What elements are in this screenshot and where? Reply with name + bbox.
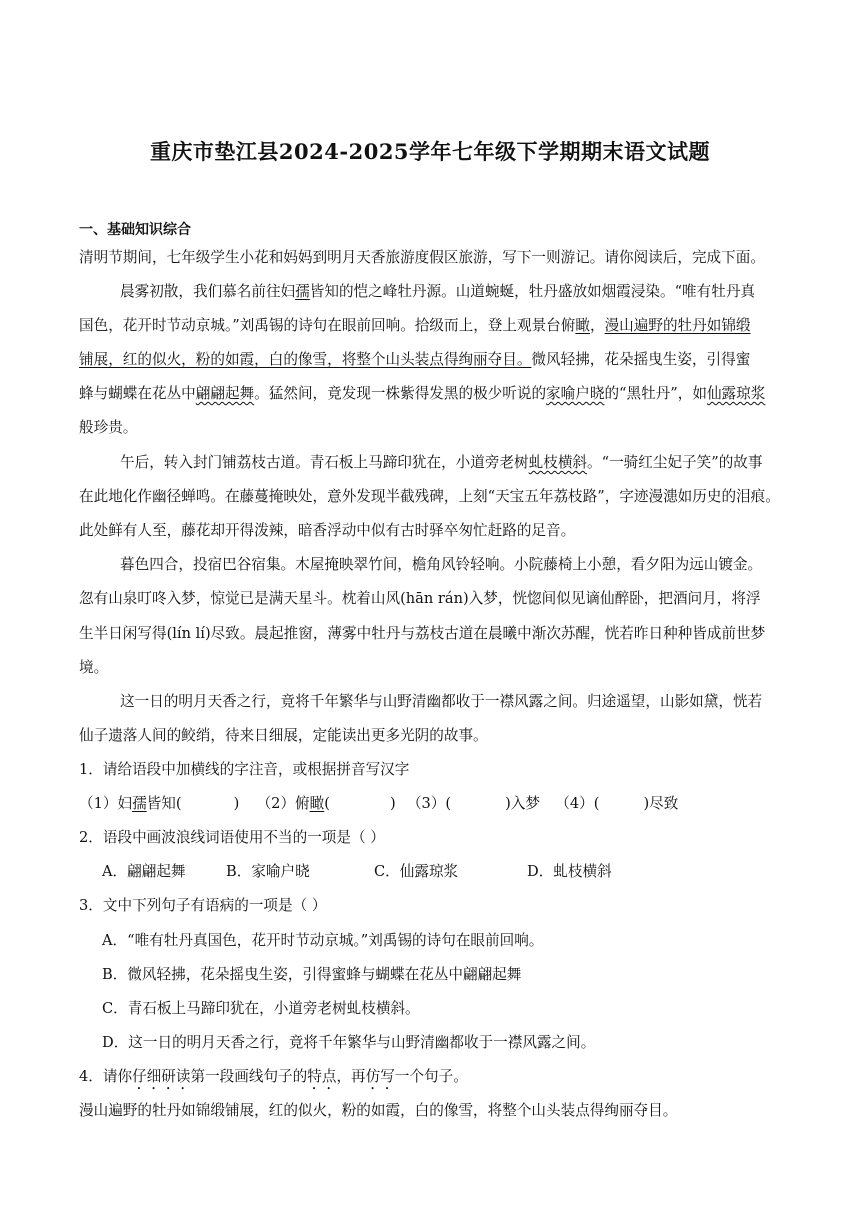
text-span: 晨雾初散，我们慕名前往妇 [120,283,296,300]
underlined-char: 孺 [295,283,310,300]
text-span: ， [589,317,605,334]
text-span: ( [324,795,330,812]
text-span: 蜂与蝴蝶在花丛中 [79,385,196,402]
wavy-phrase: 家喻户晓 [546,385,605,402]
text-span: （3）( [406,795,452,812]
text-span: 4．请你 [79,1068,133,1085]
underlined-char: 瞰 [575,317,590,334]
question-2-stem: 2．语段中画波浪线词语使用不当的一项是（ ） [79,829,385,846]
emphasized-text: 仿写 [365,1068,395,1085]
passage-p2-line1 [120,451,763,472]
question-2-options [102,860,612,881]
question-4-stem [79,1065,468,1093]
underlined-sentence: 铺展，红的似火，粉的如霞，白的像雪，将整个山头装点得绚丽夺目。 [79,351,532,368]
passage-p3-line3: 生半日闲写得(lín lí)尽致。晨起推窗，薄雾中牡丹与荔枝古道在晨曦中渐次苏醒，恍若昨日种种皆成前世梦 [79,625,766,642]
option-c[interactable]: C．青石板上马蹄印犹在，小道旁老树虬枝横斜。 [102,1000,420,1017]
section-heading: 一、基础知识综合 [79,222,191,238]
passage-p1-line4 [79,382,765,403]
text-span: 。猛然间，竟发现一株紫得发黑的极少听说的 [254,385,547,402]
passage-p4-line1: 这一日的明月天香之行，竟将千年繁华与山野清幽都收于一襟风露之间。归途遥望，山影如黛，恍若 [120,693,763,710]
text-span: ，再 [336,1068,366,1085]
text-span: 皆知( [146,795,182,812]
text-span: 午后，转入封门铺荔枝古道。青石板上马蹄印犹在，小道旁老树 [120,454,529,471]
passage-p1-line5: 般珍贵。 [79,419,138,436]
passage-p3-line2: 忽有山泉叮咚入梦，惊觉已是满天星斗。枕着山风(hān rán)入梦，恍惚间似见谪仙醉卧，把酒问月，将浮 [79,590,761,607]
wavy-phrase: 仙露琼浆 [706,385,766,402]
option-c[interactable]: C．仙露琼浆 [374,863,459,880]
option-b[interactable]: B．微风轻拂，花朵摇曳生姿，引得蜜蜂与蝴蝶在花丛中翩翩起舞 [102,966,522,983]
underlined-char: 瞰 [309,795,325,812]
wavy-phrase: 翩翩起舞 [195,385,255,402]
option-d[interactable]: D．虬枝横斜 [527,863,612,880]
text-span: )尽致 [643,795,679,812]
passage-p1-line1 [120,280,755,301]
question-3-stem: 3．文中下列句子有语病的一项是（ ） [79,897,327,914]
emphasized-text: 仔细研读 [132,1068,191,1085]
passage-p3-line1: 暮色四合，投宿巴谷宿集。木屋掩映翠竹间，檐角风铃轻响。小院藤椅上小憩，看夕阳为远山镀金。 [120,556,763,573]
text-span: 国色，花开时节动京城。”刘禹锡的诗句在眼前回响。拾级而上，登上观景台俯 [79,317,576,334]
text-span: （1）妇 [79,795,133,812]
text-span: 皆知的恺之峰牡丹源。山道蜿蜒，牡丹盛放如烟霞浸染。“唯有牡丹真 [309,283,756,300]
option-b[interactable]: B．家喻户晓 [226,863,310,880]
text-span: 微风轻拂，花朵摇曳生姿，引得蜜 [531,351,751,368]
text-span: )入梦 [505,795,540,812]
text-span: （4）( [555,795,600,812]
text-span: 第一段画线句子的 [190,1068,308,1085]
text-span: 的“黑牡丹”，如 [604,385,707,402]
text-span: ) [233,795,240,812]
wavy-phrase: 虬枝横斜 [528,454,588,471]
text-span: 一个句子。 [394,1068,468,1085]
text-span: ) [389,795,396,812]
question-1-answers [79,792,678,813]
passage-p2-line3: 此处鲜有人至，藤花却开得泼辣，暗香浮动中似有古时驿卒匆忙赶路的足音。 [79,522,576,539]
underlined-char: 孺 [132,795,147,812]
option-a[interactable]: A．翩翩起舞 [102,863,186,880]
question-1-stem: 1．请给语段中加横线的字注音，或根据拼音写汉字 [79,761,410,778]
text-span: 。“一骑红尘妃子笑”的故事 [587,454,763,471]
passage-p1-line3 [79,348,750,369]
question-4-quote: 漫山遍野的牡丹如锦缎铺展，红的似火，粉的如霞，白的像雪，将整个山头装点得绚丽夺目。 [79,1102,678,1119]
passage-p3-line4: 境。 [79,659,109,676]
text-span: （2）俯 [256,795,310,812]
passage-p1-line2 [79,314,751,335]
option-a[interactable]: A．“唯有牡丹真国色，花开时节动京城。”刘禹锡的诗句在眼前回响。 [102,932,544,949]
page-title: 重庆市垫江县2024-2025学年七年级下学期期末语文试题 [149,139,711,164]
passage-p2-line2: 在此地化作幽径蝉鸣。在藤蔓掩映处，意外发现半截残碑，上刻“天宝五年荔枝路”，字迹漫漶如历史的泪痕。 [79,488,780,505]
intro-text: 清明节期间，七年级学生小花和妈妈到明月天香旅游度假区旅游，写下一则游记。请你阅读后，完成下面。 [79,249,765,266]
passage-p4-line2: 仙子遗落人间的鲛绡，待来日细展，定能读出更多光阴的故事。 [79,727,488,744]
underlined-sentence: 漫山遍野的牡丹如锦缎 [604,317,751,334]
option-d[interactable]: D．这一日的明月天香之行，竟将千年繁华与山野清幽都收于一襟风露之间。 [102,1034,596,1051]
emphasized-text: 特点 [307,1068,337,1085]
